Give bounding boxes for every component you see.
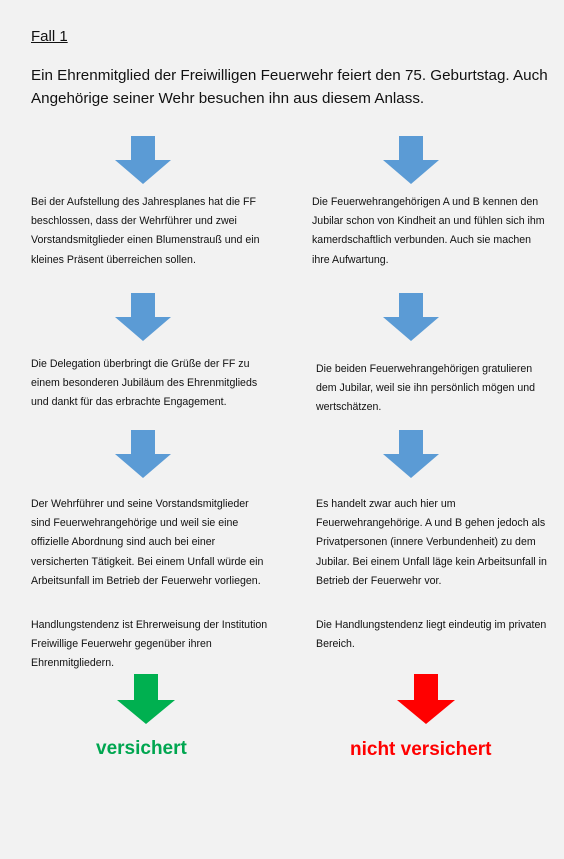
flow-arrow-left-3 xyxy=(115,430,171,478)
case-label: Fall 1 xyxy=(31,28,68,45)
result-not-insured: nicht versichert xyxy=(350,739,492,760)
flow-arrow-left-2 xyxy=(115,293,171,341)
flow-arrow-right-3 xyxy=(383,430,439,478)
left-step-2: Die Delegation überbringt die Grüße der FF zu einem besonderen Jubiläum des Ehrenmitglieds und dankt für das erbrachte Engagement. xyxy=(31,358,258,409)
flow-arrow-left-1 xyxy=(115,136,171,184)
right-step-2: Die beiden Feuerwehrangehörigen gratulieren dem Jubilar, weil sie ihn persönlich mögen und wertschätzen. xyxy=(316,363,536,414)
left-step-3: Der Wehrführer und seine Vorstandsmitglieder sind Feuerwehrangehörige und weil sie eine offizielle Abordnung sind auch bei einer versicherten Tätigkeit. Bei einem Unfall würde ein Arbeitsunfall im Betrieb der Feuerwehr vorliegen. xyxy=(31,498,264,587)
result-arrow-red xyxy=(397,674,455,724)
right-step-4: Die Handlungstendenz liegt eindeutig im privaten Bereich. xyxy=(316,619,547,651)
intro-text: Ein Ehrenmitglied der Freiwilligen Feuerwehr feiert den 75. Geburtstag. Auch Angehörige seiner Wehr besuchen ihn aus diesem Anlass. xyxy=(31,67,548,107)
result-arrow-green xyxy=(117,674,175,724)
result-insured: versichert xyxy=(96,738,187,759)
left-step-1: Bei der Aufstellung des Jahresplanes hat die FF beschlossen, dass der Wehrführer und zwei Vorstandsmitglieder einen Blumenstrauß und ein kleines Präsent überreichen sollen. xyxy=(31,196,260,266)
right-step-1: Die Feuerwehrangehörigen A und B kennen den Jubilar schon von Kindheit an und fühlen sich ihm kamerdschaftlich verbunden. Auch sie machen ihre Aufwartung. xyxy=(312,196,545,266)
left-step-4: Handlungstendenz ist Ehrerweisung der Institution Freiwillige Feuerwehr gegenüber ihren Ehrenmitgliedern. xyxy=(31,619,268,670)
flow-arrow-right-2 xyxy=(383,293,439,341)
right-step-3: Es handelt zwar auch hier um Feuerwehrangehörige. A und B gehen jedoch als Privatpersonen (innere Verbundenheit) zu dem Jubilar. Bei einem Unfall läge kein Arbeitsunfall in Betrieb der Feuerwehr vor. xyxy=(316,498,547,587)
flow-arrow-right-1 xyxy=(383,136,439,184)
